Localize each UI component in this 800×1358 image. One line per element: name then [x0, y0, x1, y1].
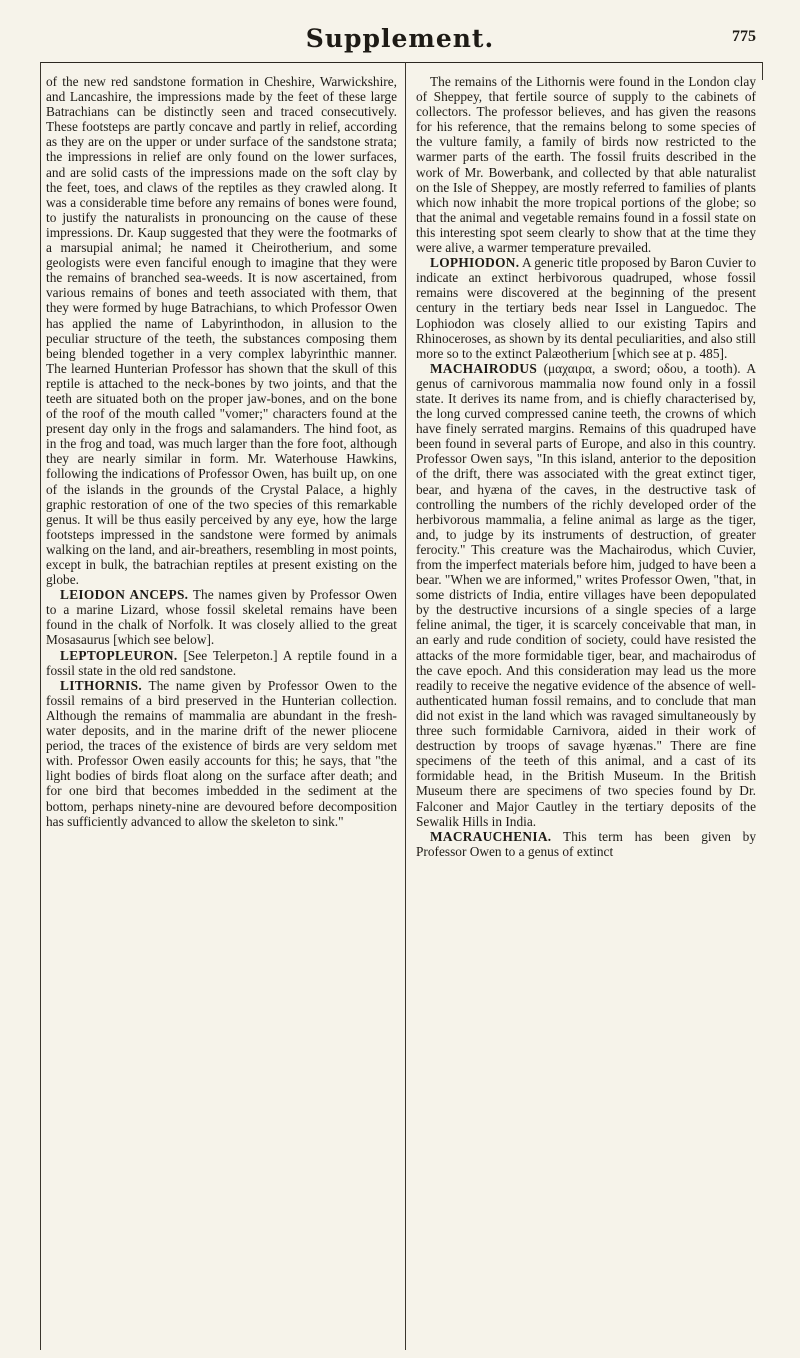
- entry-machairodus: [416, 361, 756, 829]
- entry-text: The names given by Professor Owen to a marine Lizard, whose fossil skeletal remains have been found in the chalk of Norfolk. It was closely allied to the great Mosasaurus [which see below].: [46, 587, 397, 648]
- entry-lithornis: [46, 678, 397, 829]
- entry-headword: LEPTOPLEURON.: [60, 647, 178, 663]
- entry-text: This term has been given by Professor Owen to a genus of extinct: [416, 828, 756, 859]
- entry-headword: MACHAIRODUS: [430, 360, 538, 376]
- entry-text: The name given by Professor Owen to the fossil remains of a bird preserved in the Hunterian collection. Although the remains of mammalia are abundant in the fresh-water deposits, and in the marine drift of the newer pliocene period, the traces of the existence of birds are very seldom met with. Professor Owen easily accounts for this; he says, that "the light bodies of birds float along on the surface after death; and for one bird that becomes imbedded in the sediment at the bottom, perhaps ninety-nine are devoured before decomposition has sufficiently advanced to allow the skeleton to sink.": [46, 677, 397, 829]
- entry-headword: LITHORNIS.: [60, 677, 142, 693]
- page-header: [40, 22, 760, 60]
- left-column: [46, 74, 397, 829]
- entry-leptopleuron: [46, 648, 397, 678]
- right-column: [416, 74, 756, 859]
- entry-headword: MACRAUCHENIA.: [430, 828, 552, 844]
- entry-text: A generic title proposed by Baron Cuvier to indicate an extinct herbivorous quadruped, whose fossil remains were discovered at the beginning of the present century in the tertiary beds near Issel in Languedoc. The Lophiodon was closely allied to our existing Tapirs and Rhinoceroses, as shown by its dental peculiarities, and also still more so to the extinct Palæotherium [which see at p. 485].: [416, 255, 756, 361]
- column-divider: [405, 62, 406, 1350]
- running-head: Supplement.: [305, 24, 495, 53]
- entry-headword: LOPHIODON.: [430, 255, 520, 271]
- entry-text: [See Telerpeton.] A reptile found in a fossil state in the old red sandstone.: [46, 647, 397, 678]
- header-rule: [40, 62, 762, 63]
- entry-headword: LEIODON ANCEPS.: [60, 587, 189, 603]
- left-margin-rule: [40, 62, 41, 1350]
- paragraph-text: The remains of the Lithornis were found in the London clay of Sheppey, that fertile source of supply to the cabinets of collectors. The professor believes, and has given the reasons for his reference, that the remains belong to some species of the vulture family, a family of birds now restricted to the warmer parts of the earth. The fossil fruits described in the work of Mr. Bowerbank, and collected by that able naturalist on the Isle of Sheppey, are mostly referred to families of plants which now inhabit the more tropical portions of the globe; so that the animal and vegetable remains found in a fossil state on this interesting spot seem clearly to show that at the time they were alive, a warmer temperature prevailed.: [416, 74, 756, 256]
- page-number: 775: [732, 28, 756, 45]
- paragraph: [46, 74, 397, 587]
- entry-lophiodon: [416, 255, 756, 361]
- right-margin-rule: [762, 62, 763, 80]
- entry-text: (μαχαιρα, a sword; οδου, a tooth). A genus of carnivorous mammalia now found only in a fossil state. It derives its name from, and is chiefly characterised by, the long curved compressed canine teeth, the crowns of which have finely serrated margins. Remains of this quadruped have been found in several parts of Europe, and also in this country. Professor Owen says, "In this island, anterior to the deposition of the drift, there was associated with the great extinct tiger, bear, and hyæna of the caves, in the destructive task of controlling the numbers of the richly developed order of the herbivorous mammalia, a feline animal as large as the tiger, and, to judge by its instruments of destruction, of greater ferocity." This creature was the Machairodus, which Cuvier, from the imperfect materials before him, judged to have been a bear. "When we are informed," writes Professor Owen, "that, in some districts of India, entire villages have been depopulated by the destructive incursions of a single species of a large feline animal, the tiger, it is scarcely conceivable that man, in an early and rude condition of society, could have resisted the attacks of the more formidable tiger, bear, and machairodus of the cave epoch. And this consideration may lead us the more readily to receive the negative evidence of the absence of well-authenticated human fossil remains, and to conclude that man did not exist in the land which was ravaged simultaneously by three such formidable Carnivora, aided in their work of destruction by troops of savage hyænas." There are fine specimens of the teeth of this animal, and a cast of its formidable head, in the British Museum. In the British Museum there are specimens of two species found by Dr. Falconer and Major Cautley in the tertiary deposits of the Sewalik Hills in India.: [416, 360, 756, 829]
- paragraph: [416, 74, 756, 255]
- paragraph-text: of the new red sandstone formation in Cheshire, Warwickshire, and Lancashire, the impressions made by the feet of these large Batrachians can be distinctly seen and traced consecutively. These footsteps are partly concave and partly in relief, according as they are on the upper or under surface of the sandstone strata; the impressions in relief are only found on the lower surfaces, and are solid casts of the impressions made on the soft clay by the feet, toes, and claws of the reptiles as they crawled along. It was a considerable time before any remains of bones were found, to justify the naturalists in pronouncing on the cause of these impressions. Dr. Kaup suggested that they were the footmarks of a marsupial animal; he named it Cheirotherium, and some geologists were even fanciful enough to imagine that they were the remains of branched sea-weeds. It is now ascertained, from various remains of bones and teeth associated with them, that they were formed by huge Batrachians, to which Professor Owen has applied the name of Labyrinthodon, in allusion to the peculiar structure of the teeth, the substances composing them being blended together in a very complex labyrinthic manner. The learned Hunterian Professor has shown that the skull of this reptile is attached to the neck-bones by two joints, and that the teeth are situated both on the proper jaw-bones, and on the bone of the roof of the mouth called "vomer;" characters found at the present day only in the frogs and salamanders. The hind foot, as in the frog and toad, was much larger than the fore foot, although they are nearly similar in form. Mr. Waterhouse Hawkins, following the indications of Professor Owen, has built up, on one of the islands in the grounds of the Crystal Palace, a highly graphic restoration of one of the two species of this remarkable genus. It will be thus easily perceived by any eye, how the large footsteps impressed in the sandstone were formed by animals walking on the land, and air-breathers, resembling in most points, except in bulk, the batrachian reptiles at present existing on the globe.: [46, 74, 397, 588]
- entry-macrauchenia: [416, 829, 756, 859]
- entry-leiodon: [46, 587, 397, 647]
